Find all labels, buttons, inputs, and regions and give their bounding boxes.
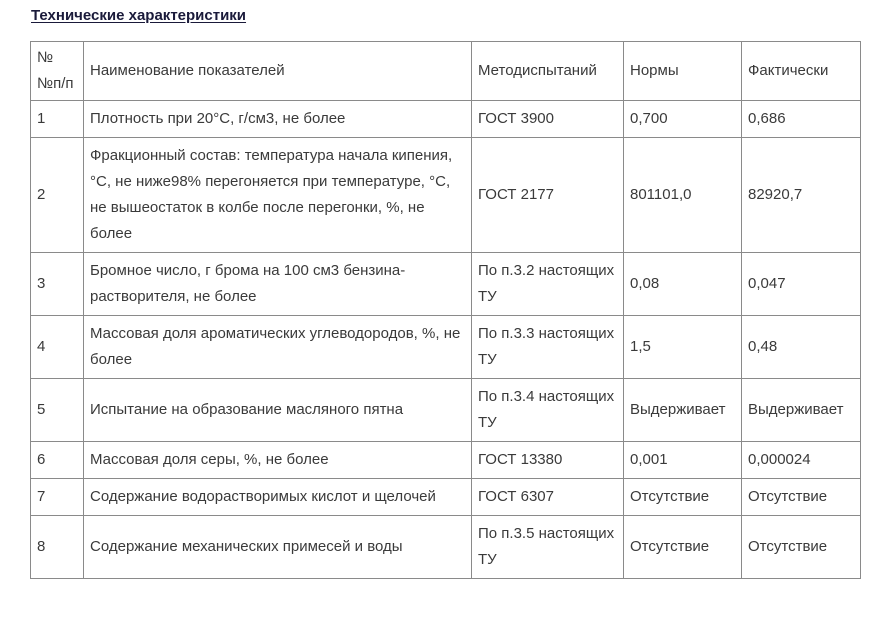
row-method: По п.3.4 настоящих ТУ <box>472 379 624 442</box>
row-actual: 82920,7 <box>742 138 861 253</box>
table-header-row <box>31 42 861 101</box>
row-indicator: Бромное число, г брома на 100 см3 бензина-растворителя, не более <box>84 253 472 316</box>
row-norm: 0,08 <box>624 253 742 316</box>
row-indicator: Массовая доля серы, %, не более <box>84 442 472 479</box>
row-number: 7 <box>31 479 84 516</box>
header-norms: Нормы <box>624 42 742 101</box>
table-row <box>31 479 861 516</box>
header-indicator-name: Наименование показателей <box>84 42 472 101</box>
header-actual: Фактически <box>742 42 861 101</box>
section-heading-link[interactable]: Технические характеристики <box>31 7 247 24</box>
row-actual: 0,000024 <box>742 442 861 479</box>
row-indicator: Фракционный состав: температура начала кипения, °C, не ниже98% перегоняется при температуре, °C, не вышеостаток в колбе после перегонки, %, не более <box>84 138 472 253</box>
row-indicator: Испытание на образование масляного пятна <box>84 379 472 442</box>
row-norm: 0,700 <box>624 101 742 138</box>
table-row <box>31 138 861 253</box>
table-row <box>31 442 861 479</box>
row-norm: Отсутствие <box>624 516 742 579</box>
row-method: По п.3.2 настоящих ТУ <box>472 253 624 316</box>
row-norm: Выдерживает <box>624 379 742 442</box>
row-method: ГОСТ 3900 <box>472 101 624 138</box>
row-number: 5 <box>31 379 84 442</box>
row-indicator: Плотность при 20°C, г/см3, не более <box>84 101 472 138</box>
header-test-method: Методиспытаний <box>472 42 624 101</box>
table-row <box>31 316 861 379</box>
row-number: 6 <box>31 442 84 479</box>
row-norm: 0,001 <box>624 442 742 479</box>
row-method: ГОСТ 13380 <box>472 442 624 479</box>
row-actual: 0,686 <box>742 101 861 138</box>
table-row <box>31 101 861 138</box>
row-indicator: Содержание механических примесей и воды <box>84 516 472 579</box>
row-indicator: Массовая доля ароматических углеводородов, %, не более <box>84 316 472 379</box>
row-number: 8 <box>31 516 84 579</box>
table-row <box>31 516 861 579</box>
row-actual: Отсутствие <box>742 516 861 579</box>
row-method: По п.3.5 настоящих ТУ <box>472 516 624 579</box>
row-number: 2 <box>31 138 84 253</box>
row-actual: Отсутствие <box>742 479 861 516</box>
row-method: По п.3.3 настоящих ТУ <box>472 316 624 379</box>
row-norm: 1,5 <box>624 316 742 379</box>
specifications-table <box>30 41 861 579</box>
row-actual: Выдерживает <box>742 379 861 442</box>
row-actual: 0,047 <box>742 253 861 316</box>
row-number: 1 <box>31 101 84 138</box>
table-row <box>31 379 861 442</box>
row-method: ГОСТ 2177 <box>472 138 624 253</box>
row-indicator: Содержание водорастворимых кислот и щелочей <box>84 479 472 516</box>
row-norm: Отсутствие <box>624 479 742 516</box>
row-method: ГОСТ 6307 <box>472 479 624 516</box>
table-row <box>31 253 861 316</box>
header-number: № №п/п <box>31 42 84 101</box>
row-actual: 0,48 <box>742 316 861 379</box>
row-number: 3 <box>31 253 84 316</box>
row-number: 4 <box>31 316 84 379</box>
row-norm: 801101,0 <box>624 138 742 253</box>
